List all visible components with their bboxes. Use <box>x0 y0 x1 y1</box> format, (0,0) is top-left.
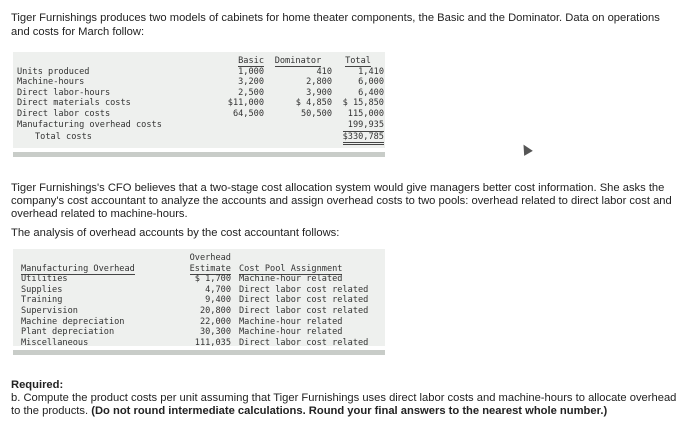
header-overhead: Overhead <box>189 253 231 263</box>
header-manufacturing-overhead: Manufacturing Overhead <box>21 263 135 274</box>
cfo-paragraph-line-3: overhead related to machine-hours. <box>11 208 188 220</box>
basic-value <box>197 130 264 144</box>
row-label: Direct labor-hours <box>17 87 111 98</box>
basic-value: 1,000 <box>238 66 264 77</box>
row-label: Machine depreciation <box>21 316 125 327</box>
table-row <box>21 338 379 349</box>
total-value: $ 15,850 <box>342 98 384 109</box>
assignment-value: Direct labor cost related <box>239 284 369 295</box>
dominator-value <box>264 120 332 131</box>
dominator-value: 2,800 <box>306 77 332 88</box>
mouse-cursor-icon <box>519 142 533 156</box>
estimate-value: 22,000 <box>199 316 231 327</box>
table-divider <box>13 152 385 157</box>
total-value: $330,785 <box>343 131 384 145</box>
required-instructions: (Do not round intermediate calculations. Round your final answers to the nearest whole number.) <box>91 405 608 417</box>
table-row <box>21 317 379 328</box>
dominator-value: $ 4,850 <box>295 98 332 109</box>
dominator-value: 410 <box>316 66 332 77</box>
total-value: 1,410 <box>358 66 384 77</box>
assignment-value: Direct labor cost related <box>239 305 369 316</box>
basic-value: 3,200 <box>238 77 264 88</box>
required-line-2 <box>11 404 607 418</box>
dominator-value: 50,500 <box>300 108 332 119</box>
basic-value: 64,500 <box>232 108 264 119</box>
row-label: Total costs <box>35 131 92 142</box>
basic-value: 2,500 <box>238 87 264 98</box>
required-line-1: b. Compute the product costs per unit assuming that Tiger Furnishings uses direct labor costs and machine-hours to allocate overhead <box>11 392 677 404</box>
cfo-paragraph-line-1: Tiger Furnishings's CFO believes that a two-stage cost allocation system would give managers better cost information. She asks the <box>11 182 665 194</box>
header-estimate: Estimate <box>189 263 231 274</box>
row-label: Supplies <box>21 284 63 295</box>
row-label: Supervision <box>21 305 78 316</box>
assignment-value: Machine-hour related <box>239 316 343 327</box>
total-value: 6,400 <box>358 87 384 98</box>
intro-line-2: and costs for March follow: <box>11 26 145 38</box>
row-label: Machine-hours <box>17 77 85 88</box>
row-label: Direct materials costs <box>17 98 131 109</box>
estimate-value: 30,300 <box>199 327 231 338</box>
estimate-value: 4,700 <box>205 284 231 295</box>
basic-value <box>197 120 264 131</box>
assignment-value: Direct labor cost related <box>239 337 369 348</box>
table-row <box>17 98 384 109</box>
basic-value: $11,000 <box>227 98 264 109</box>
estimate-value: $ 1,700 <box>194 274 231 285</box>
table-row-total <box>17 130 384 144</box>
required-line-2-text: to the products. <box>11 405 89 417</box>
row-label: Plant depreciation <box>21 327 115 338</box>
header-basic: Basic <box>238 56 264 66</box>
row-label: Manufacturing overhead costs <box>17 119 162 130</box>
dominator-value <box>264 130 332 144</box>
estimate-value: 20,800 <box>199 305 231 316</box>
intro-line-1: Tiger Furnishings produces two models of cabinets for home theater components, the Basic and the Dominator. Data on operations <box>11 12 660 24</box>
assignment-value: Direct labor cost related <box>239 295 369 306</box>
cfo-paragraph-line-2: company's cost accountant to analyze the accounts and assign overhead costs to two pools: overhead related to direct labor cost and <box>11 195 672 207</box>
assignment-value: Machine-hour related <box>239 274 343 285</box>
table-row <box>21 285 379 296</box>
total-value: 115,000 <box>347 108 384 119</box>
header-total: Total <box>345 56 371 66</box>
required-heading: Required: <box>11 379 64 391</box>
table-row <box>21 274 379 285</box>
assignment-value: Machine-hour related <box>239 327 343 338</box>
table-row <box>17 67 384 78</box>
table-row <box>21 306 379 317</box>
total-value: 6,000 <box>358 77 384 88</box>
overhead-table <box>21 253 379 348</box>
row-label: Training <box>21 295 63 306</box>
table-header-row <box>21 253 379 264</box>
table-row <box>17 109 384 120</box>
row-label: Units produced <box>17 66 90 77</box>
table-row <box>17 88 384 99</box>
estimate-value: 9,400 <box>205 295 231 306</box>
dominator-value: 3,900 <box>306 87 332 98</box>
row-label: Miscellaneous <box>21 337 89 348</box>
header-cost-pool-assignment: Cost Pool Assignment <box>239 263 343 274</box>
table-row <box>17 77 384 88</box>
table-divider <box>13 350 385 355</box>
table-row <box>21 295 379 306</box>
total-value: 199,935 <box>347 119 384 130</box>
row-label: Direct labor costs <box>17 108 111 119</box>
table-header-row <box>21 264 379 275</box>
operations-table <box>17 56 384 144</box>
estimate-value: 111,035 <box>194 337 231 348</box>
table-row <box>17 120 384 131</box>
row-label: Utilities <box>21 274 68 285</box>
header-dominator: Dominator <box>274 56 322 66</box>
table-header-row <box>17 56 384 67</box>
table-row <box>21 327 379 338</box>
analysis-intro: The analysis of overhead accounts by the cost accountant follows: <box>11 227 340 239</box>
